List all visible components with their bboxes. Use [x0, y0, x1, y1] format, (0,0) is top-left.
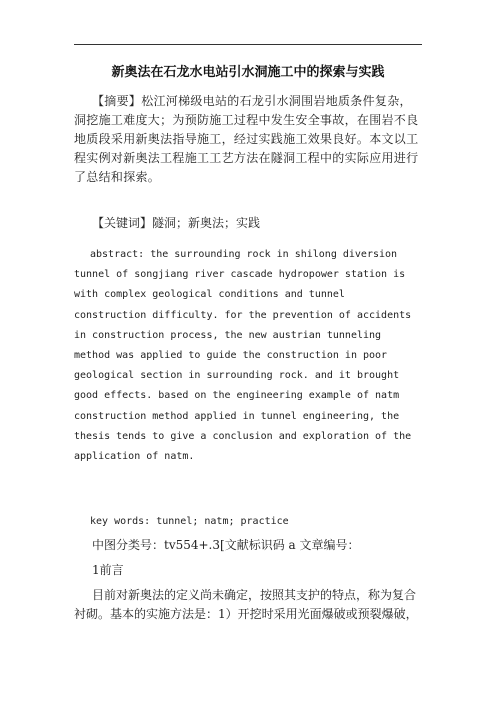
document-title: 新奥法在石龙水电站引水洞施工中的探索与实践: [111, 65, 385, 80]
header-rule: [74, 44, 422, 45]
abstract-chinese: 【摘要】松江河梯级电站的石龙引水洞围岩地质条件复杂，洞挖施工难度大；为预防施工过程中发生安全事故，在围岩不良地质段采用新奥法指导施工，经过实践施工效果良好。本文以工程实例对新奥法工程施工工艺方法在隧洞工程中的实际应用进行了总结和探索。: [74, 94, 419, 184]
section-heading: 1前言: [92, 563, 124, 577]
keywords-chinese: 【关键词】隧洞；新奥法；实践: [92, 216, 261, 230]
classification-line: 中图分类号：tv554+.3[文献标识码 a 文章编号：: [92, 538, 360, 552]
abstract-english: abstract: the surrounding rock in shilong diversion tunnel of songjiang river cascade hydropower station is with complex geological conditions and tunnel construction difficulty. for the prevention of accidents in construction process, the new austrian tunneling method was applied to guide the construction in poor geological section in surrounding rock. and it brought good effects. based on the engineering example of natm construction method applied in tunnel engineering, the thesis tends to give a conclusion and exploration of the application of natm.: [74, 249, 412, 463]
keywords-english: key words: tunnel; natm; practice: [90, 516, 289, 527]
intro-paragraph: 目前对新奥法的定义尚未确定，按照其支护的特点，称为复合衬砌。基本的实施方法是：1）开挖时采用光面爆破或预裂爆破，: [74, 588, 418, 621]
